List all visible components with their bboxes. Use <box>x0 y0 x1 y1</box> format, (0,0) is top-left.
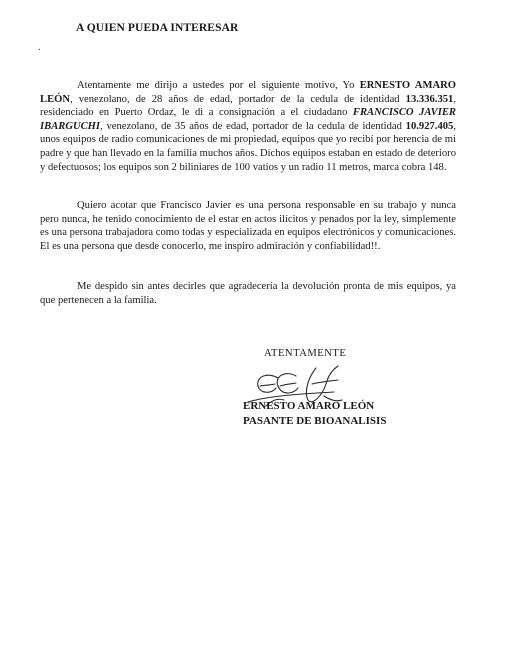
p1-text-1: Atentamente me dirijo a ustedes por el siguiente motivo, Yo <box>77 80 360 91</box>
sender-id-number: 13.336.351 <box>405 93 454 105</box>
signature-block <box>243 399 386 429</box>
p1-text-2: , venezolano, de 28 años de edad, portador de la cedula de identidad <box>70 93 406 105</box>
letter-heading: A QUIEN PUEDA INTERESAR <box>76 22 239 34</box>
signer-name: ERNESTO AMARO LEÓN <box>243 400 375 412</box>
recipient-id-number: 10.927.405 <box>405 120 454 132</box>
paragraph-2-text: Quiero acotar que Francisco Javier es una persona responsable en su trabajo y nunca pero nunca, he tenido conocimiento de el estar en actos ilícitos y penados por la ley, simplemente es una persona trabajadora como todas y especializada en equipos electrónicos y comunicaciones. El es una persona que desde conocerlo, me inspiro admiración y confiabilidad!!. <box>40 200 456 252</box>
p1-text-4: , venezolano, de 35 años de edad, portador de la cedula de identidad <box>100 120 406 132</box>
paragraph-1 <box>40 79 456 174</box>
sender-name: ERNESTO AMARO LEÓN <box>40 80 456 105</box>
signer-title: PASANTE DE BIOANALISIS <box>243 415 387 427</box>
closing-salutation: ATENTAMENTE <box>264 348 347 359</box>
paragraph-3 <box>40 280 456 307</box>
paragraph-2 <box>40 199 456 253</box>
recipient-name: FRANCISCO JAVIER IBARGUCHI <box>40 107 456 132</box>
p1-text-5: , unos equipos de radio comunicaciones de mi propiedad, equipos que yo recibí por herencia de mi padre y que han llevado en la familia muchos años. Dichos equipos estaban en estado de deterioro y defectuosos; los equipos son 2 biliniares de 100 vatios y un radio 11 metros, marca cobra 148. <box>40 120 456 173</box>
p1-text-3: , residenciado en Puerto Ordaz, le di a consignación a el ciudadano <box>40 93 456 119</box>
paragraph-3-text: Me despido sin antes decirles que agradecería la devolución pronta de mis equipos, ya que pertenecen a la familia. <box>40 281 456 306</box>
stray-dot: . <box>38 42 41 53</box>
